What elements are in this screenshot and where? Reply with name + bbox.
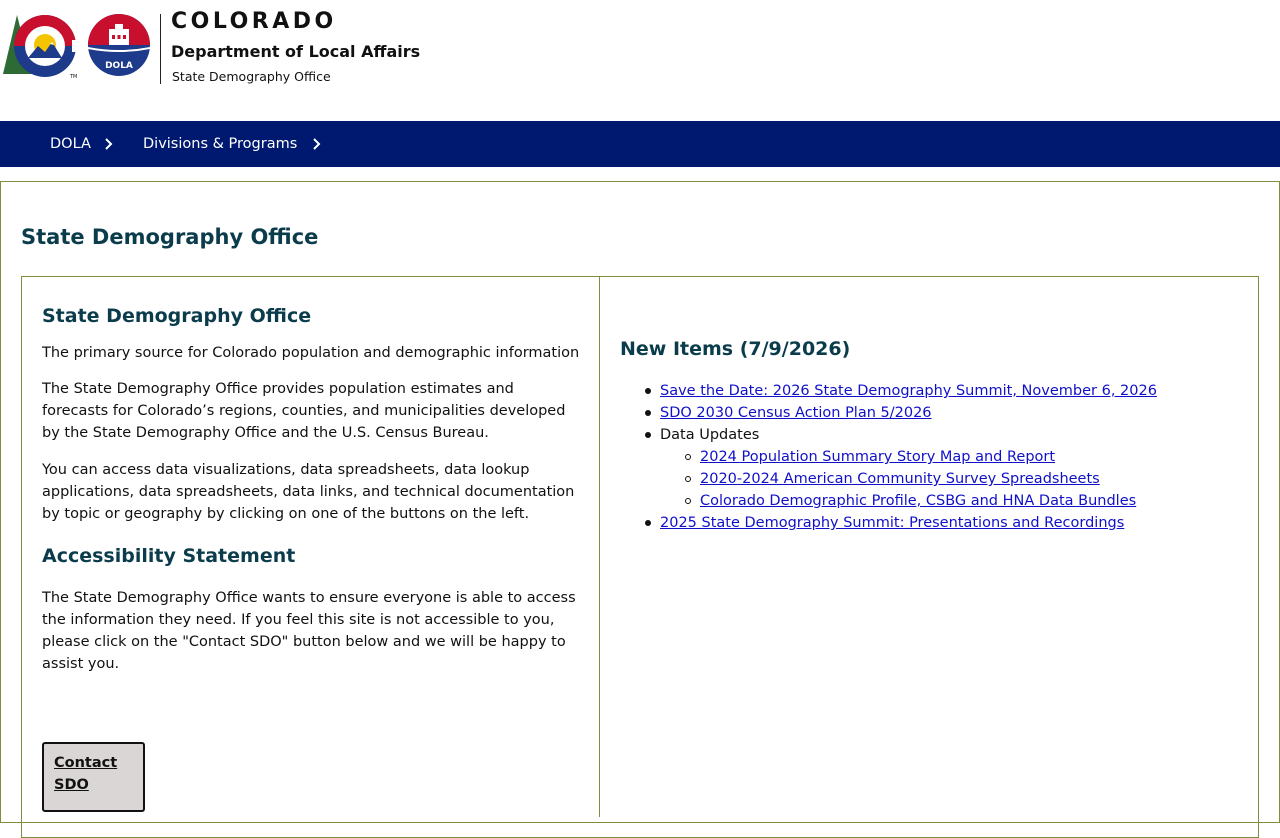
department-name[interactable]: Department of Local Affairs xyxy=(171,42,421,61)
circle-bullet-icon xyxy=(685,476,691,482)
accessibility-paragraph: The State Demography Office wants to ensure everyone is able to access the information they need. If you feel this site is not accessible to you, please click on the "Contact SDO" button below and we will be happy to assist you. xyxy=(42,590,576,672)
summit-2025-link[interactable]: 2025 State Demography Summit: Presentations and Recordings xyxy=(660,515,1125,531)
summit-2026-link[interactable]: Save the Date: 2026 State Demography Summit, November 6, 2026 xyxy=(660,383,1157,399)
bullet-icon xyxy=(645,410,651,416)
chevron-right-icon xyxy=(102,137,116,151)
data-updates-sublist xyxy=(620,446,1240,512)
nav-item-dola[interactable]: DOLA xyxy=(50,136,91,152)
page-title: State Demography Office xyxy=(21,225,319,249)
left-column xyxy=(42,305,582,675)
bullet-icon xyxy=(645,520,651,526)
dola-badge-label: DOLA xyxy=(105,61,133,71)
right-column xyxy=(620,338,1240,534)
census-action-plan-link[interactable]: SDO 2030 Census Action Plan 5/2026 xyxy=(660,405,932,421)
intro-paragraph: The primary source for Colorado population and demographic information xyxy=(42,345,580,361)
circle-bullet-icon xyxy=(685,498,691,504)
accessibility-heading: Accessibility Statement xyxy=(42,545,296,567)
dola-logo-icon[interactable] xyxy=(87,13,151,77)
new-items-list xyxy=(620,380,1240,534)
list-item xyxy=(620,446,1240,468)
demographic-profile-link[interactable]: Colorado Demographic Profile, CSBG and HNA Data Bundles xyxy=(700,493,1137,509)
office-name[interactable]: State Demography Office xyxy=(172,69,331,84)
contact-sdo-button[interactable]: Contact SDO xyxy=(42,742,145,812)
column-divider xyxy=(599,277,600,817)
list-item xyxy=(620,490,1240,512)
site-header xyxy=(0,0,1280,121)
logo-divider xyxy=(160,14,161,84)
bullet-icon xyxy=(645,432,651,438)
data-updates-label: Data Updates xyxy=(660,427,760,443)
section-heading: State Demography Office xyxy=(42,305,312,327)
list-item xyxy=(620,402,1240,424)
state-name[interactable]: COLORADO xyxy=(171,9,337,34)
circle-bullet-icon xyxy=(685,454,691,460)
list-item xyxy=(620,380,1240,402)
new-items-heading: New Items (7/9/2026) xyxy=(620,338,851,360)
description-paragraph: The State Demography Office provides population estimates and forecasts for Colorado’s regions, counties, and municipalities developed by the State Demography Office and the U.S. Census Bureau. xyxy=(42,381,566,441)
acs-spreadsheets-link[interactable]: 2020-2024 American Community Survey Spreadsheets xyxy=(700,471,1100,487)
list-item xyxy=(620,424,1240,512)
bullet-icon xyxy=(645,388,651,394)
nav-item-divisions-programs[interactable]: Divisions & Programs xyxy=(143,136,298,152)
list-item xyxy=(620,512,1240,534)
list-item xyxy=(620,468,1240,490)
trademark-label: TM xyxy=(70,74,78,80)
colorado-logo-icon[interactable] xyxy=(0,12,86,80)
population-summary-link[interactable]: 2024 Population Summary Story Map and Report xyxy=(700,449,1056,465)
navigation-paragraph: You can access data visualizations, data spreadsheets, data lookup applications, data spreadsheets, data links, and technical documentation by topic or geography by clicking on one of the buttons on the left. xyxy=(42,462,575,522)
breadcrumb-nav xyxy=(0,121,1280,167)
chevron-right-icon xyxy=(310,137,324,151)
